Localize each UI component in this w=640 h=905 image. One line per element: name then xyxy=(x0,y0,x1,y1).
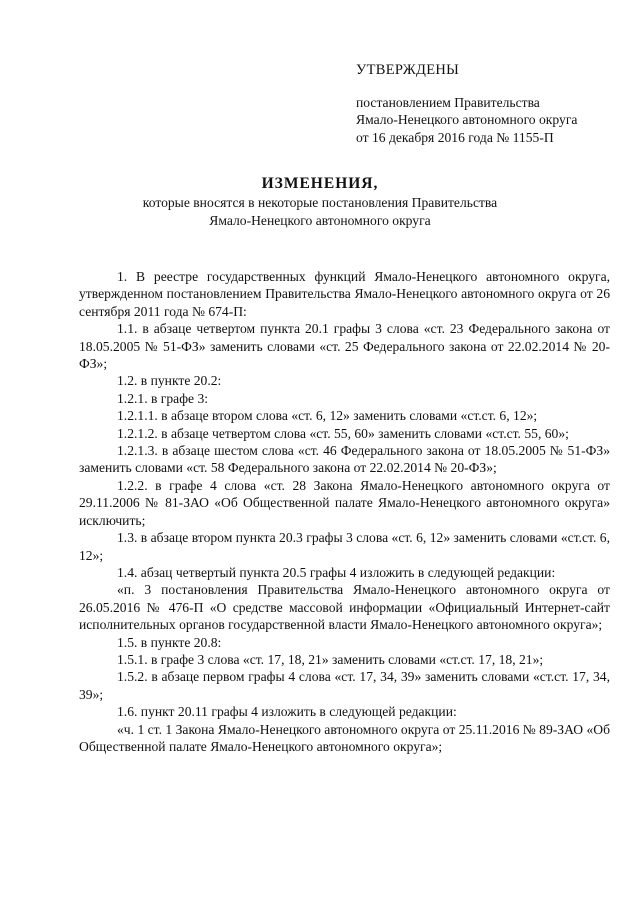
paragraph: 1.2.1.2. в абзаце четвертом слова «ст. 55, 60» заменить словами «ст.ст. 55, 60»; xyxy=(117,425,569,441)
document-body xyxy=(79,268,610,755)
paragraph: «ч. 1 ст. 1 Закона Ямало-Ненецкого автономного округа от 25.11.2016 № 89-ЗАО «Об Общественной палате Ямало-Ненецкого автономного округа»; xyxy=(79,721,610,754)
document-title-block xyxy=(80,174,560,229)
approval-block xyxy=(356,62,626,146)
document-title: ИЗМЕНЕНИЯ, xyxy=(261,175,379,192)
paragraph: 1.2. в пункте 20.2: xyxy=(117,373,222,389)
document-subtitle-line: которые вносятся в некоторые постановления Правительства xyxy=(142,195,498,210)
paragraph: 1.2.1. в графе 3: xyxy=(117,390,209,406)
paragraph: 1.2.1.3. в абзаце шестом слова «ст. 46 Федерального закона от 18.05.2005 № 51-ФЗ» заменить словами «ст. 58 Федерального закона от 22.02.2014 № 20-ФЗ»; xyxy=(79,443,610,476)
paragraph: 1.3. в абзаце втором пункта 20.3 графы 3 слова «ст. 6, 12» заменить словами «ст.ст. 6, 12»; xyxy=(79,530,610,563)
document-subtitle-line: Ямало-Ненецкого автономного округа xyxy=(209,212,431,228)
paragraph: 1.5.1. в графе 3 слова «ст. 17, 18, 21» заменить словами «ст.ст. 17, 18, 21»; xyxy=(117,651,544,667)
paragraph: 1.2.1.1. в абзаце втором слова «ст. 6, 12» заменить словами «ст.ст. 6, 12»; xyxy=(117,408,538,424)
approval-heading: УТВЕРЖДЕНЫ xyxy=(356,62,460,78)
paragraph: 1.6. пункт 20.11 графы 4 изложить в следующей редакции: xyxy=(117,704,457,720)
paragraph: 1.5.2. в абзаце первом графы 4 слова «ст. 17, 34, 39» заменить словами «ст.ст. 17, 34, 39»; xyxy=(79,669,610,702)
paragraph: «п. 3 постановления Правительства Ямало-Ненецкого автономного округа от 26.05.2016 № 476-П «О средстве массовой информации «Официальный Интернет-сайт исполнительных органов государственной власти Ямало-Ненецкого автономного округа»; xyxy=(79,582,610,633)
paragraph: 1.4. абзац четвертый пункта 20.5 графы 4 изложить в следующей редакции: xyxy=(117,564,556,580)
paragraph: 1.2.2. в графе 4 слова «ст. 28 Закона Ямало-Ненецкого автономного округа от 29.11.2006 № 81-ЗАО «Об Общественной палате Ямало-Ненецкого автономного округа» исключить; xyxy=(79,477,610,528)
approval-line: постановлением Правительства xyxy=(356,94,540,110)
approval-line: от 16 декабря 2016 года № 1155-П xyxy=(356,129,554,145)
paragraph: 1.1. в абзаце четвертом пункта 20.1 графы 3 слова «ст. 23 Федерального закона от 18.05.2005 № 51-ФЗ» заменить словами «ст. 25 Федерального закона от 22.02.2014 № 20-ФЗ»; xyxy=(79,321,610,372)
approval-line: Ямало-Ненецкого автономного округа xyxy=(356,112,578,127)
paragraph: 1. В реестре государственных функций Ямало-Ненецкого автономного округа, утвержденном постановлением Правительства Ямало-Ненецкого автономного округа от 26 сентября 2011 года № 674-П: xyxy=(79,269,610,319)
paragraph: 1.5. в пункте 20.8: xyxy=(117,634,222,650)
